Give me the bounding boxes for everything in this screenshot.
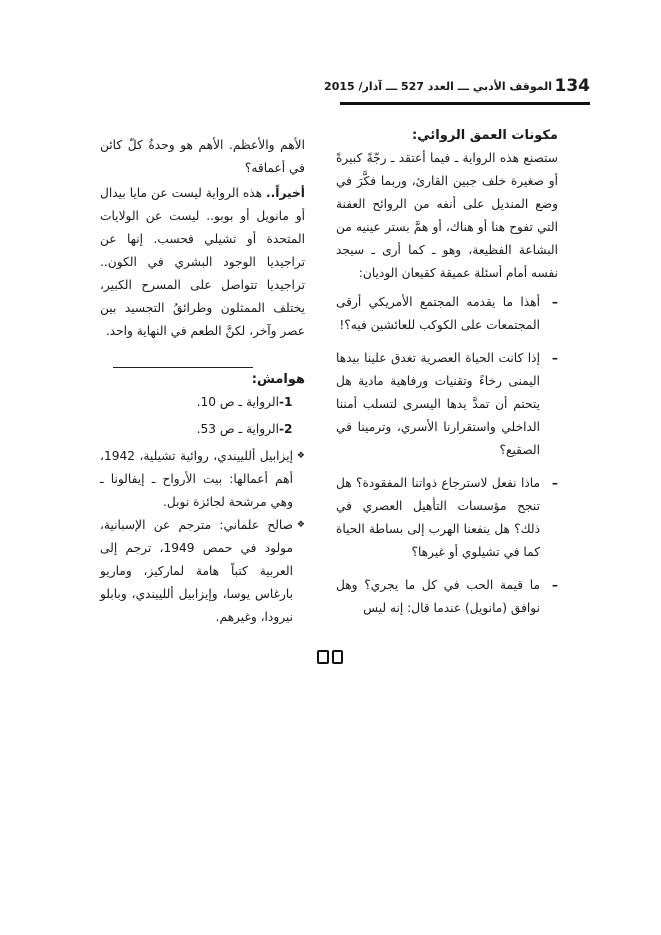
end-of-article-mark <box>317 650 343 662</box>
right-column <box>336 124 558 630</box>
notes-list <box>100 391 305 441</box>
end-square-icon <box>332 650 344 664</box>
note-number: -2 <box>279 422 293 436</box>
continuation-paragraph: الأهم والأعظم. الأهم هو وحدةُ كلّ كائن في أعماقه؟ <box>100 138 305 175</box>
end-square-icon <box>317 650 329 664</box>
page-header <box>324 74 590 105</box>
section-heading: مكونات العمق الروائي: <box>412 128 558 143</box>
list-item: – ما قيمة الحب في كل ما يجري؟ وهل نوافق (مانويل) عندما قال: إنه ليس <box>336 574 558 620</box>
note-text: الرواية ـ ص 53. <box>196 422 279 436</box>
author-bio: ❖ إيزابيل أللييندي، روائية تشيلية، 1942، أهم أعمالها: بيت الأرواح ـ إيفالونا ـ وهي مرشحة لجائزة نوبل. <box>100 445 305 514</box>
list-item: – ماذا نفعل لاسترجاع ذواتنا المفقودة؟ هل تنجح مؤسسات التأهيل العصري في ذلك؟ هل ينفعنا الهرب إلى بساطة الحياة كما في تشيلوي أو غيرها؟ <box>336 472 558 564</box>
page-number: 134 <box>554 76 590 96</box>
final-lead: أخيراً.. <box>266 186 305 200</box>
list-item: – أهذا ما يقدمه المجتمع الأمريكي أرقى المجتمعات على الكوكب للعائشين فيه؟! <box>336 291 558 337</box>
question-list <box>336 291 558 620</box>
note-text: الرواية ـ ص 10. <box>196 395 279 409</box>
intro-paragraph: ستصنع هذه الرواية ـ فيما أعتقد ـ رجّةً كبيرةً أو صغيرة خلف جبين القارئ، وربما فكَّرَ في وضع المنديل على أنفه من الروائح العفنة التي تفوح هنا أو هناك، أو همَّ بستر عينيه من البشاعة الفظيعة، وهو ـ كما أرى ـ سيجد نفسه أمام أسئلة عميقة كقيعان الوديان: <box>336 151 558 280</box>
final-body: هذه الرواية ليست عن مايا بيدال أو مانويل أو بوبو.. ليست عن الولايات المتحدة أو تشيلي فحسب. إنها عن تراجيديا الوجود البشري في الكون.. تراجيديا تتواصل على المسرح الكبير، يختلف الممثلون وطرائقُ التجسيد بين عصر وآخر، لكنَّ الطعم في النهاية واحد. <box>100 186 305 338</box>
notes-heading: هوامش: <box>251 372 305 387</box>
final-paragraph <box>100 182 305 343</box>
note-number: -1 <box>279 395 293 409</box>
translator-bio: ❖ صالح علماني: مترجم عن الإسبانية، مولود في حمص 1949، ترجم إلى العربية كتباً هامة لماركيز، وماريو بارغاس يوسا، وإيزابيل أللييندي، وبابلو نيرودا، وغيرهم. <box>100 514 305 629</box>
left-column <box>100 134 305 629</box>
list-item: – إذا كانت الحياة العصرية تغدق علينا بيدها اليمنى رخاءً وتقنيات ورفاهية مادية هل يتحتم أن تمدَّ يدها اليسرى لتسلب أمننا الداخلي واستقرارنا الأسري، وترمينا في الصقيع؟ <box>336 347 558 462</box>
journal-issue: الموقف الأدبي ـــ العدد 527 ـــ آذار/ 2015 <box>324 80 552 93</box>
note-item <box>100 418 305 441</box>
note-item <box>100 391 305 414</box>
